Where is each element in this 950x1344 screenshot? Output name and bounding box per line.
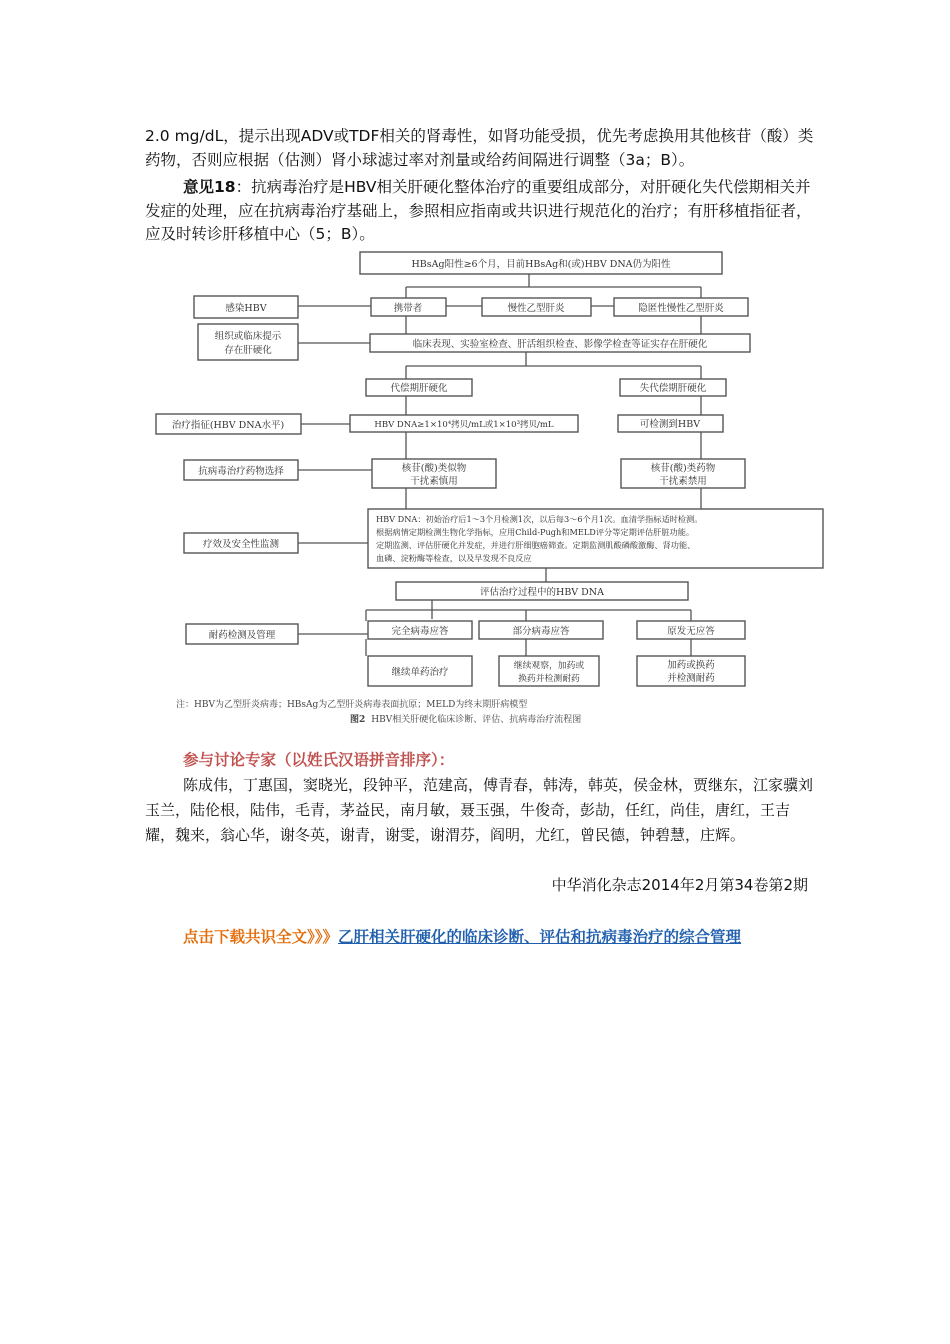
- svg-text:血磷、淀粉酶等检查，以及早发现不良反应: 血磷、淀粉酶等检查，以及早发现不良反应: [376, 553, 532, 563]
- experts-list: 陈成伟，丁惠国，窦晓光，段钟平，范建高，傅青春，韩涛，韩英，侯金林，贾继东，江家骥刘玉兰，陆伦根，陆伟，毛青，茅益民，南月敏，聂玉强，牛俊奇，彭劼，任红，尚佳，唐红，王吉耀，魏来，翁心华，谢冬英，谢青，谢雯，谢渭芬，阎明，尤红，曾民德，钟碧慧，庄辉。: [145, 776, 814, 844]
- svg-text:核苷(酸)类似物: 核苷(酸)类似物: [401, 463, 467, 474]
- svg-text:存在肝硬化: 存在肝硬化: [224, 345, 272, 356]
- svg-text:继续观察，加药或: 继续观察，加药或: [513, 661, 585, 671]
- box-occult-hepatitis-b: [614, 298, 748, 316]
- box-hbv-dna-level: [350, 415, 578, 432]
- box-decompensated: [620, 379, 726, 396]
- box-continue-monotherapy: [368, 656, 472, 686]
- svg-text:评估治疗过程中的HBV DNA: 评估治疗过程中的HBV DNA: [480, 587, 604, 598]
- svg-text:继续单药治疗: 继续单药治疗: [391, 667, 449, 678]
- svg-text:组织或临床提示: 组织或临床提示: [214, 331, 282, 342]
- box-partial-response: [479, 621, 603, 639]
- svg-text:隐匿性慢性乙型肝炎: 隐匿性慢性乙型肝炎: [638, 303, 724, 314]
- box-chronic-hepatitis-b: [482, 298, 591, 316]
- box-compensated-drugs: [372, 459, 496, 488]
- svg-text:临床表现、实验室检查、肝活组织检查、影像学检查等证实存在肝硬: 临床表现、实验室检查、肝活组织检查、影像学检查等证实存在肝硬化: [412, 339, 708, 350]
- svg-text:完全病毒应答: 完全病毒应答: [391, 626, 449, 637]
- svg-text:干扰素慎用: 干扰素慎用: [410, 476, 458, 487]
- download-line: [183, 925, 741, 947]
- svg-text:疗效及安全性监测: 疗效及安全性监测: [202, 539, 280, 550]
- svg-text:核苷(酸)类药物: 核苷(酸)类药物: [650, 463, 716, 474]
- box-monitoring-label: [184, 533, 298, 553]
- svg-text:抗病毒治疗药物选择: 抗病毒治疗药物选择: [198, 466, 284, 477]
- box-hbv-infection: [194, 296, 298, 318]
- svg-text:原发无应答: 原发无应答: [667, 626, 715, 637]
- paragraph-renal-toxicity: 2.0 mg/dL，提示出现ADV或TDF相关的肾毒性，如肾功能受损，优先考虑换用其他核苷（酸）类药物，否则应根据（估测）肾小球滤过率对剂量或给药间隔进行调整（3a；B）。: [145, 127, 814, 169]
- box-cirrhosis-evidence: [370, 334, 750, 352]
- flowchart-figure: [146, 244, 852, 691]
- svg-text:HBsAg阳性≥6个月，目前HBsAg和(或)HBV DNA: HBsAg阳性≥6个月，目前HBsAg和(或)HBV DNA仍为阳性: [411, 259, 671, 270]
- journal-citation: 中华消化杂志2014年2月第34卷第2期: [551, 876, 808, 894]
- box-detectable-hbv: [618, 415, 723, 432]
- svg-text:可检测到HBV: 可检测到HBV: [639, 419, 701, 430]
- paragraph-opinion-18: [145, 176, 817, 247]
- svg-text:感染HBV: 感染HBV: [225, 303, 267, 314]
- box-hbsag-positive: [360, 252, 722, 274]
- box-decompensated-drugs: [621, 459, 745, 488]
- box-tissue-hint: [198, 324, 298, 360]
- figure-caption: [350, 712, 581, 725]
- opinion-18-label: 意见18: [183, 178, 236, 196]
- svg-text:失代偿期肝硬化: 失代偿期肝硬化: [639, 383, 707, 394]
- box-carrier: [371, 298, 446, 316]
- svg-text:耐药检测及管理: 耐药检测及管理: [208, 630, 276, 641]
- experts-heading: 参与讨论专家（以姓氏汉语拼音排序）：: [183, 751, 455, 769]
- opinion-18-text: ：抗病毒治疗是HBV相关肝硬化整体治疗的重要组成部分，对肝硬化失代偿期相关并发症的处理，应在抗病毒治疗基础上，参照相应指南或共识进行规范化的治疗；有肝移植指征者，应及时转诊肝移植中心（5；B）。: [145, 178, 812, 243]
- svg-text:定期监测、评估肝硬化并发症，并进行肝细胞癌筛查。定期监测肌酸: 定期监测、评估肝硬化并发症，并进行肝细胞癌筛查。定期监测肌酸磷酸激酶、肾功能、: [376, 540, 696, 550]
- box-evaluate-hbv-dna: [396, 582, 688, 600]
- box-resistance-management: [186, 624, 298, 644]
- box-no-response-action: [637, 656, 745, 686]
- box-no-response: [637, 621, 745, 639]
- box-monitoring-details: [368, 509, 823, 568]
- svg-text:部分病毒应答: 部分病毒应答: [512, 626, 570, 637]
- figure-caption-text: HBV相关肝硬化临床诊断、评估、抗病毒治疗流程图: [371, 715, 582, 725]
- download-label: 点击下载共识全文》》》: [183, 928, 339, 946]
- svg-text:代偿期肝硬化: 代偿期肝硬化: [390, 383, 448, 394]
- box-partial-action: [499, 656, 599, 686]
- box-drug-choice: [184, 460, 298, 480]
- svg-text:HBV DNA：初始治疗后1～3个月检测1次，以后每3～6个: HBV DNA：初始治疗后1～3个月检测1次，以后每3～6个月1次。血清学指标适时检测。: [376, 514, 703, 524]
- svg-text:HBV DNA≥1×10⁴拷贝/mL或1×10³拷贝/mL: HBV DNA≥1×10⁴拷贝/mL或1×10³拷贝/mL: [374, 420, 554, 430]
- svg-text:治疗指征(HBV DNA水平): 治疗指征(HBV DNA水平): [171, 420, 285, 431]
- box-complete-response: [368, 621, 472, 639]
- svg-text:根据病情定期检测生物化学指标，应用Child-Pugh和ME: 根据病情定期检测生物化学指标，应用Child-Pugh和MELD评分等定期评估肝脏功能。: [376, 527, 695, 537]
- figure-note: 注：HBV为乙型肝炎病毒；HBsAg为乙型肝炎病毒表面抗原；MELD为终末期肝病模型: [176, 700, 528, 710]
- svg-text:干扰素禁用: 干扰素禁用: [659, 476, 707, 487]
- svg-text:并检测耐药: 并检测耐药: [667, 673, 715, 684]
- svg-text:加药或换药: 加药或换药: [667, 660, 715, 671]
- box-treatment-indication: [156, 414, 301, 434]
- svg-text:换药并检测耐药: 换药并检测耐药: [518, 674, 580, 684]
- download-link[interactable]: 乙肝相关肝硬化的临床诊断、评估和抗病毒治疗的综合管理: [338, 928, 742, 946]
- svg-text:慢性乙型肝炎: 慢性乙型肝炎: [507, 303, 565, 314]
- box-compensated: [366, 379, 472, 396]
- figure-caption-label: 图2: [350, 715, 366, 725]
- svg-text:携带者: 携带者: [393, 303, 423, 314]
